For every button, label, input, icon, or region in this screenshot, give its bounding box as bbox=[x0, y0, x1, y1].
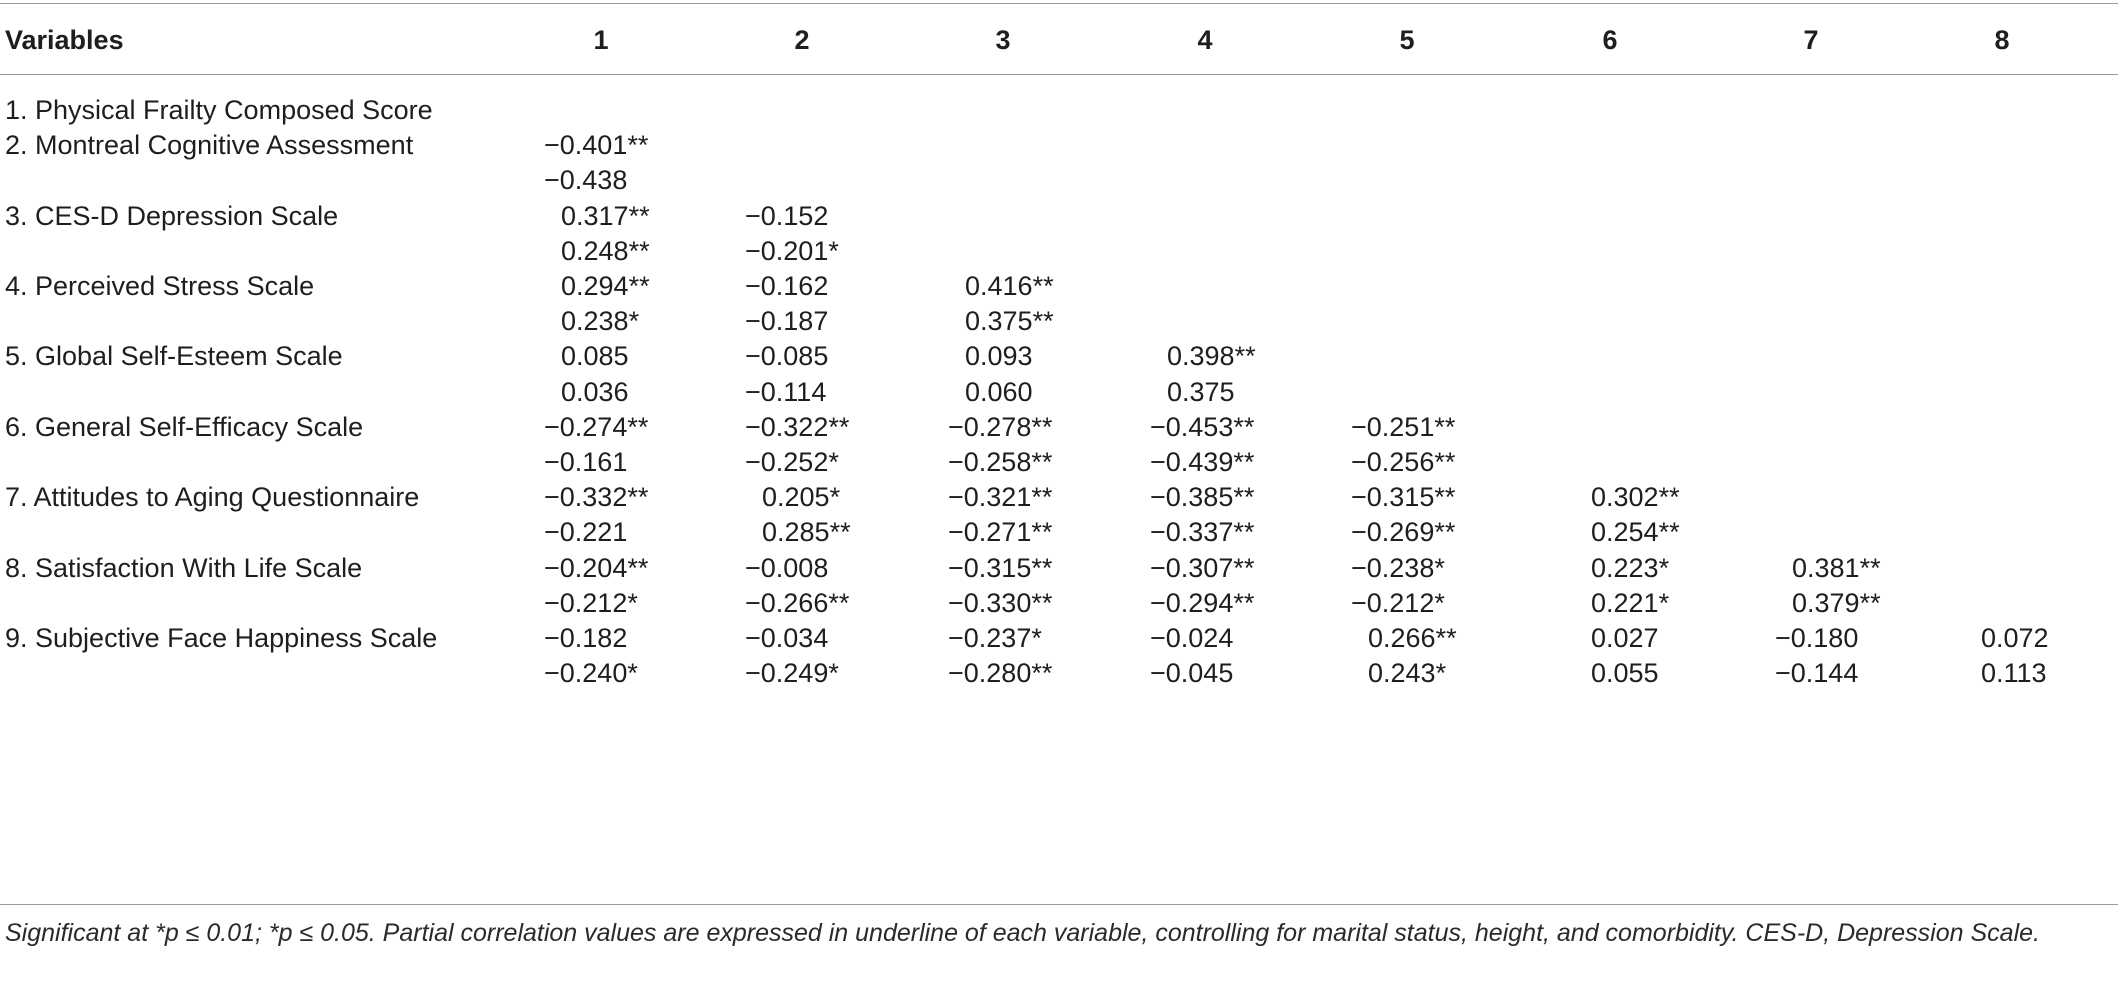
row-label: 9. Subjective Face Happiness Scale bbox=[5, 623, 438, 653]
header-col-7: 7 bbox=[1803, 25, 1819, 55]
table-cell: 0.285** bbox=[762, 517, 851, 548]
table-cell: 0.416** bbox=[965, 271, 1054, 301]
header-col-5: 5 bbox=[1399, 25, 1415, 55]
table-cell: 0.243* bbox=[1368, 658, 1447, 689]
table-cell: −0.251** bbox=[1351, 411, 1456, 442]
table-cell: 0.085 bbox=[561, 341, 629, 372]
table-cell: −0.269** bbox=[1351, 517, 1456, 548]
table-cell: 0.055 bbox=[1591, 658, 1659, 689]
table-cell: −0.315** bbox=[948, 552, 1053, 583]
table-cell: −0.258** bbox=[948, 447, 1053, 477]
table-cell: −0.114 bbox=[745, 376, 827, 407]
table-cell: −0.045 bbox=[1150, 658, 1234, 689]
table-cell: −0.315** bbox=[1351, 482, 1456, 513]
table-cell: 0.113 bbox=[1981, 658, 2047, 689]
table-cell: −0.322** bbox=[745, 411, 850, 442]
table-cell: −0.252* bbox=[745, 447, 839, 477]
table-cell: 0.294** bbox=[561, 271, 650, 301]
table-footnote: Significant at *p ≤ 0.01; *p ≤ 0.05. Partial correlation values are expressed in underline of each variable, controlling for marital status, height, and comorbidity. CES-D, Depression Scale. bbox=[5, 919, 2040, 947]
row-label: 8. Satisfaction With Life Scale bbox=[5, 552, 363, 583]
table-cell: −0.256** bbox=[1351, 447, 1456, 477]
table-cell: 0.381** bbox=[1792, 552, 1881, 583]
table-cell: −0.237* bbox=[948, 623, 1042, 653]
table-cell: −0.085 bbox=[745, 341, 829, 372]
table-cell: −0.439** bbox=[1150, 447, 1255, 477]
table-cell: 0.238* bbox=[561, 306, 640, 337]
table-cell: 0.205* bbox=[762, 482, 841, 513]
table-cell: 0.036 bbox=[561, 376, 629, 407]
table-cell: −0.332** bbox=[544, 482, 649, 513]
table-cell: −0.240* bbox=[544, 658, 638, 689]
table-cell: −0.008 bbox=[745, 552, 829, 583]
table-cell: 0.072 bbox=[1981, 623, 2049, 653]
table-cell: −0.294** bbox=[1150, 587, 1255, 618]
table-cell: −0.438 bbox=[544, 165, 628, 196]
table-top-rule bbox=[0, 3, 2118, 4]
table-cell: −0.278** bbox=[948, 411, 1053, 442]
row-label: 3. CES-D Depression Scale bbox=[5, 200, 339, 231]
table-cell: −0.280** bbox=[948, 658, 1053, 689]
table-cell: −0.401** bbox=[544, 130, 649, 161]
table-cell: −0.266** bbox=[745, 587, 850, 618]
table-cell: 0.375 bbox=[1167, 376, 1235, 407]
table-cell: 0.302** bbox=[1591, 482, 1680, 513]
table-cell: 0.221* bbox=[1591, 587, 1670, 618]
table-cell: −0.162 bbox=[745, 271, 829, 301]
table-cell: −0.330** bbox=[948, 587, 1053, 618]
table-cell: −0.034 bbox=[745, 623, 829, 653]
row-label: 4. Perceived Stress Scale bbox=[5, 271, 315, 301]
table-cell: −0.271** bbox=[948, 517, 1053, 548]
header-col-3: 3 bbox=[995, 25, 1011, 55]
table-cell: −0.385** bbox=[1150, 482, 1255, 513]
table-cell: −0.182 bbox=[544, 623, 628, 653]
header-col-6: 6 bbox=[1602, 25, 1618, 55]
row-label: 6. General Self-Efficacy Scale bbox=[5, 411, 364, 442]
row-label: 2. Montreal Cognitive Assessment bbox=[5, 130, 414, 161]
table-cell: 0.379** bbox=[1792, 587, 1881, 618]
header-col-8: 8 bbox=[1994, 25, 2010, 55]
table-cell: 0.254** bbox=[1591, 517, 1680, 548]
table-cell: 0.093 bbox=[965, 341, 1033, 372]
table-cell: −0.212* bbox=[1351, 587, 1445, 618]
table-cell: 0.248** bbox=[561, 235, 650, 266]
table-header-rule bbox=[0, 74, 2118, 75]
header-variables: Variables bbox=[5, 25, 124, 55]
table-cell: −0.024 bbox=[1150, 623, 1234, 653]
table-cell: −0.187 bbox=[745, 306, 829, 337]
table-cell: 0.027 bbox=[1591, 623, 1659, 653]
table-cell: 0.223* bbox=[1591, 552, 1670, 583]
table-cell: −0.221 bbox=[544, 517, 628, 548]
table-cell: 0.375** bbox=[965, 306, 1054, 337]
table-cell: −0.144 bbox=[1775, 658, 1859, 689]
header-col-1: 1 bbox=[593, 25, 609, 55]
table-cell: 0.060 bbox=[965, 376, 1033, 407]
header-col-2: 2 bbox=[794, 25, 810, 55]
row-label: 5. Global Self-Esteem Scale bbox=[5, 341, 343, 372]
header-col-4: 4 bbox=[1197, 25, 1213, 55]
table-cell: −0.249* bbox=[745, 658, 839, 689]
table-cell: 0.266** bbox=[1368, 623, 1457, 653]
table-cell: −0.212* bbox=[544, 587, 638, 618]
table-bottom-rule bbox=[0, 904, 2118, 905]
table-cell: −0.180 bbox=[1775, 623, 1859, 653]
table-cell: −0.453** bbox=[1150, 411, 1255, 442]
table-cell: −0.161 bbox=[544, 447, 628, 477]
table-cell: −0.337** bbox=[1150, 517, 1255, 548]
table-cell: −0.201* bbox=[745, 235, 839, 266]
table-cell: 0.317** bbox=[561, 200, 650, 231]
table-cell: −0.274** bbox=[544, 411, 649, 442]
row-label: 7. Attitudes to Aging Questionnaire bbox=[5, 482, 420, 513]
table-cell: −0.238* bbox=[1351, 552, 1445, 583]
table-cell: −0.152 bbox=[745, 200, 829, 231]
table-cell: −0.307** bbox=[1150, 552, 1255, 583]
table-cell: 0.398** bbox=[1167, 341, 1256, 372]
row-label: 1. Physical Frailty Composed Score bbox=[5, 95, 433, 125]
table-cell: −0.204** bbox=[544, 552, 649, 583]
table-cell: −0.321** bbox=[948, 482, 1053, 513]
